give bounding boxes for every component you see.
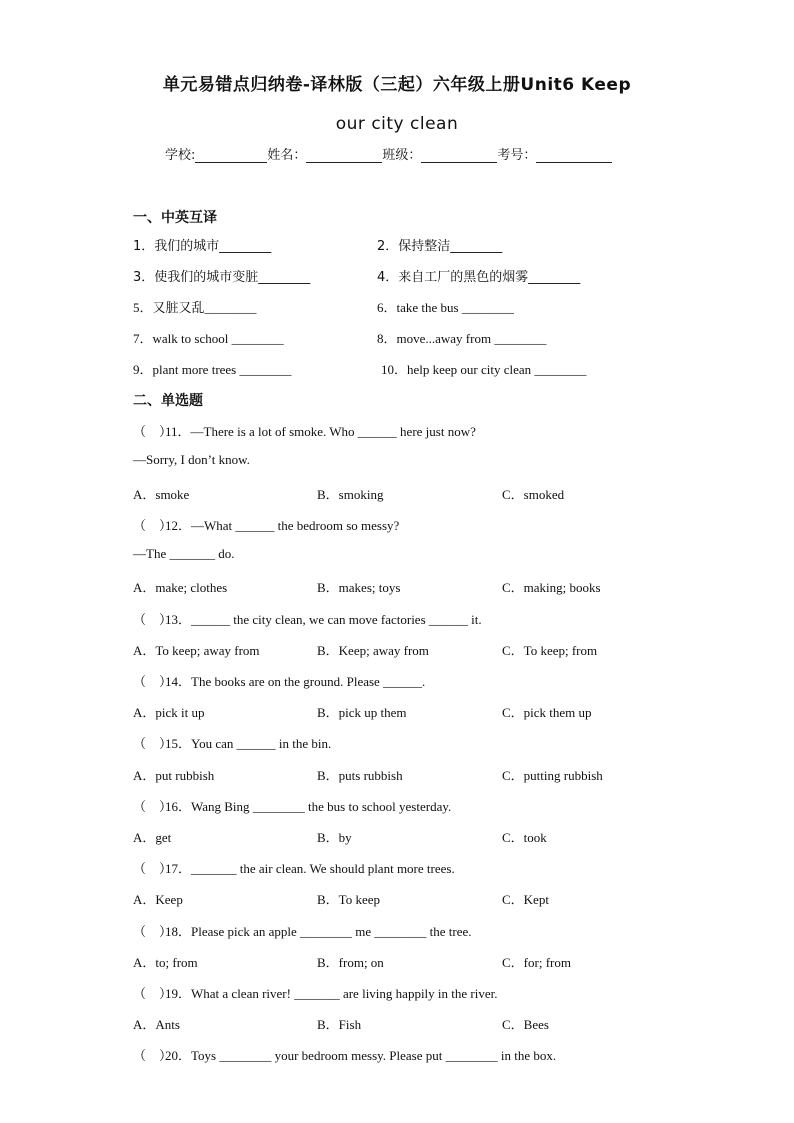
question-13 [133,609,482,628]
section1-heading: 一、中英互译 [133,210,217,226]
q11-option-b[interactable]: B．smoking [317,487,384,502]
q16-option-a[interactable]: A．get [133,830,172,845]
q14-option-a[interactable]: A．pick it up [133,705,205,720]
q17-option-c[interactable]: C．Kept [502,892,549,907]
name-label: 姓名： [267,148,307,163]
q16-option-b[interactable]: B．by [317,830,352,845]
number-label: 考号： [497,148,537,163]
question-stem: 12．—What ______ the bedroom so messy? [165,518,400,533]
question-18 [133,921,472,940]
question-17 [133,858,455,877]
student-info-row [165,144,612,163]
question-11-extra: —Sorry, I don’t know. [133,452,250,467]
q11-option-c[interactable]: C．smoked [502,487,565,502]
q15-option-a[interactable]: A．put rubbish [133,768,215,783]
question-stem: 11．—There is a lot of smoke. Who ______ here just now? [165,424,476,439]
answer-paren[interactable]: （ ） [133,737,173,752]
question-15 [133,733,331,752]
q16-option-c[interactable]: C．took [502,830,547,845]
q17-option-b[interactable]: B．To keep [317,892,380,907]
translate-item-10: 10．help keep our city clean ________ [381,362,587,377]
q12-option-b[interactable]: B．makes; toys [317,580,401,595]
q18-option-b[interactable]: B．from; on [317,955,384,970]
question-stem: 15．You can ______ in the bin. [165,736,332,751]
translate-item-4: 4．来自工厂的黑色的烟雾________ [377,270,581,285]
translate-item-5: 5．又脏又乱________ [133,300,257,315]
question-stem: 16．Wang Bing ________ the bus to school yesterday. [165,799,452,814]
answer-paren[interactable]: （ ） [133,675,173,690]
question-stem: 13．______ the city clean, we can move factories ______ it. [165,612,482,627]
q17-option-a[interactable]: A．Keep [133,892,183,907]
answer-paren[interactable]: （ ） [133,800,173,815]
question-stem: 17．_______ the air clean. We should plant more trees. [165,861,455,876]
number-blank[interactable] [536,148,612,163]
translate-item-7: 7．walk to school ________ [133,331,284,346]
school-label: 学校: [165,148,196,163]
name-blank[interactable] [306,148,382,163]
q19-option-a[interactable]: A．Ants [133,1017,180,1032]
q12-option-c[interactable]: C．making; books [502,580,601,595]
q15-option-b[interactable]: B．puts rubbish [317,768,403,783]
translate-item-3: 3．使我们的城市变脏________ [133,270,311,285]
question-stem: 19．What a clean river! _______ are living happily in the river. [165,986,498,1001]
question-11 [133,421,476,440]
class-blank[interactable] [421,148,497,163]
translate-item-1: 1．我们的城市________ [133,239,272,254]
q14-option-c[interactable]: C．pick them up [502,705,592,720]
q15-option-c[interactable]: C．putting rubbish [502,768,603,783]
answer-paren[interactable]: （ ） [133,925,173,940]
q19-option-b[interactable]: B．Fish [317,1017,362,1032]
title-line-1: 单元易错点归纳卷-译林版（三起）六年级上册Unit6 Keep [162,75,632,95]
q13-option-b[interactable]: B．Keep; away from [317,643,429,658]
q19-option-c[interactable]: C．Bees [502,1017,549,1032]
translate-item-9: 9．plant more trees ________ [133,362,292,377]
q18-option-c[interactable]: C．for; from [502,955,571,970]
answer-paren[interactable]: （ ） [133,1049,173,1064]
class-label: 班级： [382,148,422,163]
title-line-2: our city clean [335,114,459,134]
question-12-extra: —The _______ do. [133,546,235,561]
answer-paren[interactable]: （ ） [133,613,173,628]
question-stem: 14．The books are on the ground. Please ______. [165,674,426,689]
q13-option-a[interactable]: A．To keep; away from [133,643,260,658]
q14-option-b[interactable]: B．pick up them [317,705,407,720]
translate-item-8: 8．move...away from ________ [377,331,547,346]
question-20 [133,1045,556,1064]
school-blank[interactable] [195,148,267,163]
question-stem: 18．Please pick an apple ________ me ________ the tree. [165,924,472,939]
question-14 [133,671,425,690]
question-stem: 20．Toys ________ your bedroom messy. Please put ________ in the box. [165,1048,557,1063]
answer-paren[interactable]: （ ） [133,519,173,534]
answer-paren[interactable]: （ ） [133,425,173,440]
question-12 [133,515,399,534]
question-19 [133,983,497,1002]
q13-option-c[interactable]: C．To keep; from [502,643,598,658]
q11-option-a[interactable]: A．smoke [133,487,190,502]
question-16 [133,796,451,815]
section2-heading: 二、单选题 [133,393,203,409]
q12-option-a[interactable]: A．make; clothes [133,580,228,595]
answer-paren[interactable]: （ ） [133,987,173,1002]
translate-item-6: 6．take the bus ________ [377,300,514,315]
q18-option-a[interactable]: A．to; from [133,955,198,970]
translate-item-2: 2．保持整洁________ [377,239,503,254]
answer-paren[interactable]: （ ） [133,862,173,877]
